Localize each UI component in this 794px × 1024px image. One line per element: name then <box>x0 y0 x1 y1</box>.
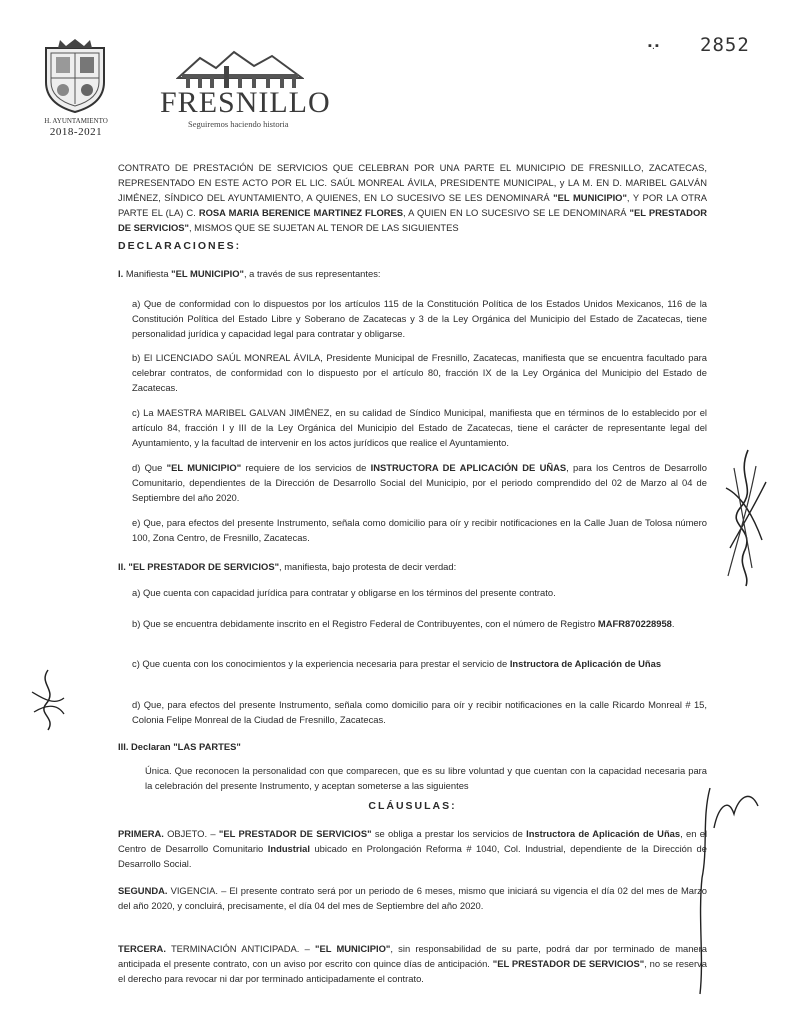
clausula-tercera-text-3: , no se reserva el derecho para revocar ni dar por terminado anticipadamente el contrato. <box>118 958 707 984</box>
clausula-primera-label: PRIMERA. <box>118 828 164 839</box>
intro-paragraph <box>118 160 707 235</box>
section-1-municipio: "EL MUNICIPIO" <box>171 268 244 279</box>
clausula-primera <box>118 826 707 871</box>
declaraciones-heading: DECLARACIONES: <box>118 240 242 252</box>
declaracion-1d-text-2: requiere de los servicios de <box>241 462 371 473</box>
declaracion-2c-text: c) Que cuenta con los conocimientos y la experiencia necesaria para prestar el servicio de <box>132 658 510 669</box>
signature-left-icon <box>28 668 68 732</box>
clausula-tercera-prestador: "EL PRESTADOR DE SERVICIOS" <box>492 958 645 969</box>
clausula-primera-servicio: Instructora de Aplicación de Uñas <box>526 828 681 839</box>
clausula-primera-prestador: "EL PRESTADOR DE SERVICIOS" <box>218 828 372 839</box>
ayuntamiento-label: H. AYUNTAMIENTO <box>44 117 108 125</box>
declaracion-1c: c) La MAESTRA MARIBEL GALVAN JIMÉNEZ, en su calidad de Síndico Municipal, manifiesta que en términos de lo establecido por el artículo 84, fracción I y III de la Ley Orgánica del Municipio del Estado de Zacatecas, tiene el carácter de representante legal del Ayuntamiento, y la facultad de intervenir en los actos jurídicos que realice el Ayuntamiento. <box>132 407 707 448</box>
section-2-text: , manifiesta, bajo protesta de decir verdad: <box>279 561 457 572</box>
intro-text-4: , MISMOS QUE SE SUJETAN AL TENOR DE LAS SIGUIENTES <box>188 222 459 233</box>
clausula-tercera-text-1: TERMINACIÓN ANTICIPADA. – <box>165 943 315 954</box>
declaracion-1a: a) Que de conformidad con lo dispuestos por los artículos 115 de la Constitución Política de los Estados Unidos Mexicanos, 116 de la Constitución Política del Estado Libre y Soberano de Zacatecas y 3 de la Ley Orgánica del Municipio del Estado de Zacatecas, tiene personalidad jurídica y capacidad legal para contratar y obligarse. <box>132 298 707 339</box>
intro-text-1: CONTRATO DE PRESTACIÓN DE SERVICIOS QUE CELEBRAN POR UNA PARTE EL MUNICIPIO DE FRESNILLO, ZACATECAS, REPRESENTADO EN ESTE ACTO POR EL LIC. SAÚL MONREAL ÁVILA, PRESIDENTE MUNICIPAL, y LA M. EN D. MARIBEL GALVÁN JIMÉNEZ, SÍNDICO DEL AYUNTAMIENTO, A QUIENES, EN LO SUCESIVO SE LES DENOMINARÁ <box>118 162 707 203</box>
declaracion-1d-text-3: , para los Centros de Desarrollo Comunitario, dependientes de la Dirección de Desarrollo Social del Municipio, por el periodo comprendido del 02 de Marzo al 04 de Septiembre del año 2020. <box>132 462 707 503</box>
page-mark: ▪.▪ <box>648 40 659 52</box>
section-3-partes: Declaran "LAS PARTES" <box>128 741 241 752</box>
section-1-heading <box>118 266 708 281</box>
section-2-prestador: "EL PRESTADOR DE SERVICIOS" <box>125 561 280 572</box>
section-3-heading <box>118 739 708 754</box>
declaracion-2d: d) Que, para efectos del presente Instrumento, señala como domicilio para oír y recibir notificaciones en la calle Ricardo Monreal # 15, Colonia Felipe Monreal de la Ciudad de Fresnillo, Zacatecas. <box>132 699 707 725</box>
ayuntamiento-years: 2018-2021 <box>49 126 103 138</box>
clausula-tercera <box>118 941 707 986</box>
intro-text-3: , A QUIEN EN LO SUCESIVO SE LE DENOMINARÁ <box>403 207 630 218</box>
declaracion-2b-text-1: b) Que se encuentra debidamente inscrito en el Registro Federal de Contribuyentes, con el número de Registro <box>132 618 598 629</box>
declaracion-2c <box>132 656 707 671</box>
declaracion-unica: Única. Que reconocen la personalidad con que comparecen, que es su libre voluntad y que cuentan con la capacidad necesaria para la celebración del presente Instrumento, y aceptan someterse a las siguientes <box>145 765 707 791</box>
signature-right-icon <box>718 448 770 588</box>
fresnillo-logo-icon <box>176 48 304 90</box>
section-3-number: III. <box>118 741 129 752</box>
declaracion-1b: b) El LICENCIADO SAÚL MONREAL ÁVILA, Presidente Municipal de Fresnillo, Zacatecas, manifiesta que se encuentra facultado para celebrar contratos, de conformidad con lo dispuesto por el artículo 80, fracción IX de la Ley Orgánica del Municipio del Estado de Zacatecas. <box>132 352 707 393</box>
declaracion-1d-servicio: INSTRUCTORA DE APLICACIÓN DE UÑAS <box>370 462 567 473</box>
clausula-tercera-label: TERCERA. <box>118 943 166 954</box>
declaracion-2c-servicio: Instructora de Aplicación de Uñas <box>509 658 662 669</box>
intro-text-2: , Y POR LA OTRA PARTE EL (LA) C. <box>118 192 707 218</box>
clausula-primera-text-2: se obliga a prestar los servicios de <box>371 828 527 839</box>
declaracion-1d-text-1: d) Que <box>132 462 167 473</box>
declaracion-2b-text-2: . <box>671 618 675 629</box>
page-number: 2852 <box>700 34 750 56</box>
intro-municipio: "EL MUNICIPIO" <box>553 192 627 203</box>
clausula-segunda-label: SEGUNDA. <box>118 885 168 896</box>
section-1-text-2: , a través de sus representantes: <box>243 268 381 279</box>
declaracion-2b <box>132 616 707 631</box>
section-1-number: I. <box>118 268 124 279</box>
declaracion-1e: e) Que, para efectos del presente Instrumento, señala como domicilio para oír y recibir notificaciones en la Calle Juan de Tolosa número 100, Zona Centro, de Fresnillo, Zacatecas. <box>132 517 707 543</box>
clausula-primera-text-3: , en el Centro de Desarrollo Comunitario <box>118 828 708 854</box>
declaracion-1d-municipio: "EL MUNICIPIO" <box>166 462 242 473</box>
intro-prestador-name: ROSA MARIA BERENICE MARTINEZ FLORES <box>198 207 404 218</box>
section-2-number: II. <box>118 561 126 572</box>
clausula-primera-text-4: ubicado en Prolongación Reforma # 1040, Col. Industrial, dependiente de la Dirección de Desarrollo Social. <box>118 843 707 869</box>
clausula-segunda <box>118 883 707 913</box>
intro-prestador: "EL PRESTADOR DE SERVICIOS" <box>118 207 708 233</box>
clausula-primera-centro: Industrial <box>267 843 310 854</box>
signature-margin-icon <box>688 778 768 998</box>
clausula-segunda-text: VIGENCIA. – El presente contrato será por un periodo de 6 meses, mismo que iniciará su vigencia el día 02 del mes de Marzo del año 2020, y concluirá, precisamente, el día 04 del mes de Septiembre del año 2020. <box>118 885 707 911</box>
clausulas-heading: CLÁUSULAS: <box>368 800 457 812</box>
rfc-number: MAFR870228958 <box>597 618 672 629</box>
municipal-seal-icon <box>42 38 108 114</box>
section-1-text-1: Manifiesta <box>123 268 172 279</box>
clausula-primera-text-1: OBJETO. – <box>163 828 219 839</box>
declaracion-2a: a) Que cuenta con capacidad jurídica para contratar y obligarse en los términos del presente contrato. <box>132 587 556 598</box>
section-2-heading <box>118 559 708 574</box>
fresnillo-wordmark: FRESNILLO <box>160 86 331 119</box>
clausula-tercera-text-2: , sin responsabilidad de su parte, podrá dar por terminado de manera anticipada el presente contrato, con un aviso por escrito con quince días de anticipación. <box>118 943 707 969</box>
fresnillo-slogan: Seguiremos haciendo historia <box>188 119 289 129</box>
clausula-tercera-municipio: "EL MUNICIPIO" <box>315 943 391 954</box>
declaracion-1d <box>132 460 707 505</box>
